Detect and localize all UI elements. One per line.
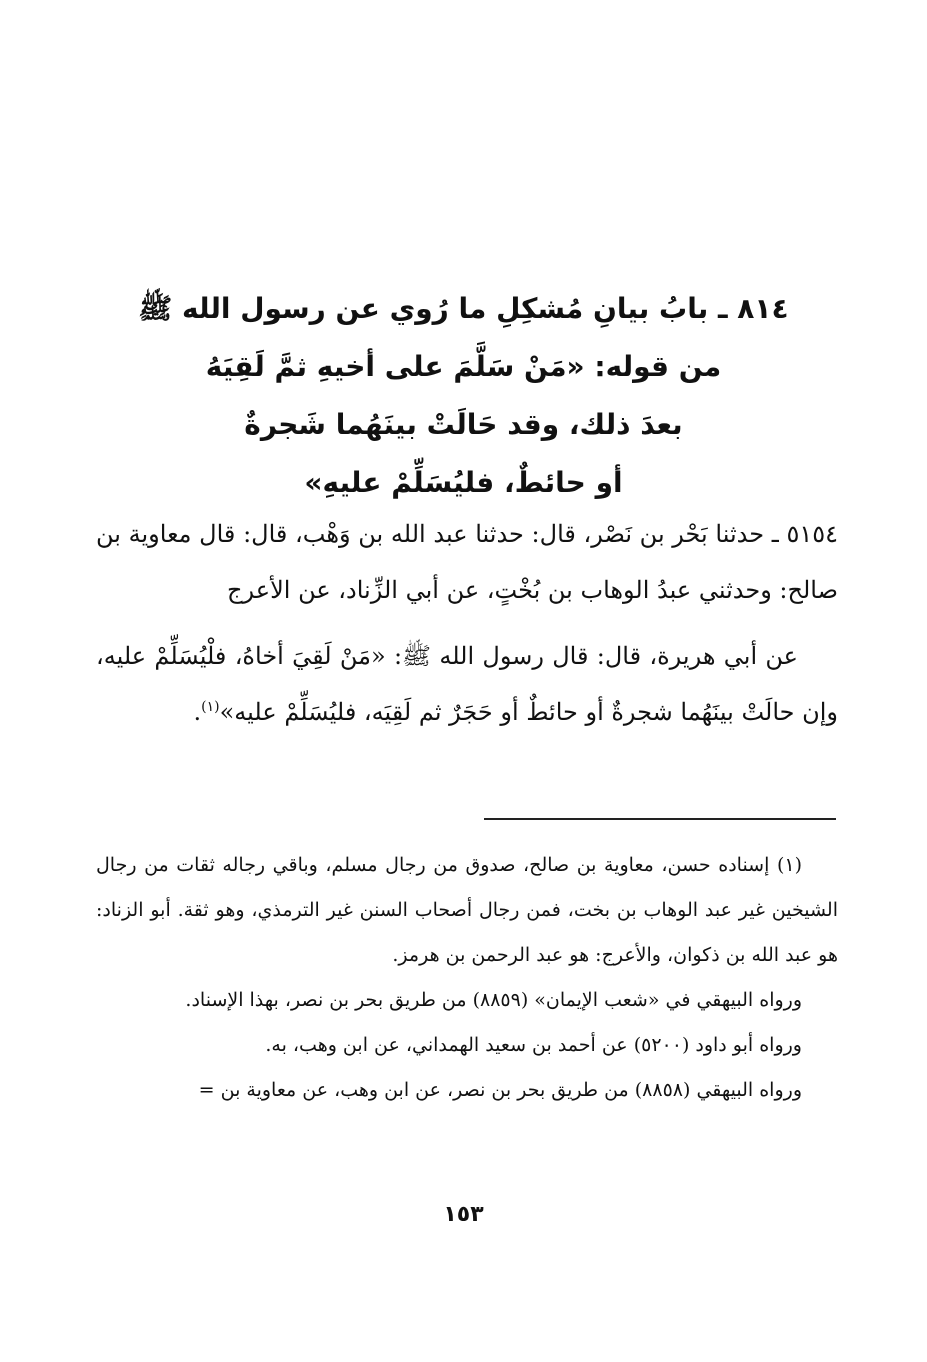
footnote-reference[interactable]: (١) xyxy=(201,699,220,715)
end-mark: . xyxy=(193,698,202,726)
chapter-heading-line: بعدَ ذلك، وقد حَالَتْ بينَهُما شَجرةٌ xyxy=(244,408,683,441)
chapter-heading-line: ٨١٤ ـ بابُ بيانِ مُشكِلِ ما رُوي عن رسول الله ﷺ xyxy=(138,292,789,325)
footnote-separator xyxy=(484,818,836,820)
footnotes xyxy=(96,843,838,1113)
hadith-text xyxy=(96,506,838,740)
hadith-matn-paragraph xyxy=(96,628,838,740)
footnote-paragraph: ورواه البيهقي (٨٨٥٨) من طريق بحر بن نصر، عن ابن وهب، عن معاوية بن = xyxy=(198,1079,802,1101)
chapter-heading-line: أو حائطٌ، فليُسَلِّمْ عليهِ» xyxy=(304,466,623,499)
footnote-paragraph: ورواه أبو داود (٥٢٠٠) عن أحمد بن سعيد الهمداني، عن ابن وهب، به. xyxy=(265,1034,802,1056)
footnote-paragraph: (١) إسناده حسن، معاوية بن صالح، صدوق من رجال مسلم، وباقي رجاله ثقات من رجال الشيخين غير عبد الوهاب بن بخت، فمن رجال أصحاب السنن غير الترمذي، وهو ثقة. أبو الزناد: هو عبد الله بن ذكوان، والأعرج: هو عبد الرحمن بن هرمز. xyxy=(96,854,838,966)
chapter-heading xyxy=(100,280,827,512)
page-number: ١٥٣ xyxy=(443,1202,484,1227)
hadith-isnad: ٥١٥٤ ـ حدثنا بَحْر بن نَصْر، قال: حدثنا عبد الله بن وَهْب، قال: قال معاوية بن صالح: وحدثني عبدُ الوهاب بن بُخْتٍ، عن أبي الزِّناد، عن الأعرج xyxy=(96,520,838,604)
footnote-paragraph: ورواه البيهقي في «شعب الإيمان» (٨٨٥٩) من طريق بحر بن نصر، بهذا الإسناد. xyxy=(185,989,802,1011)
chapter-heading-line: من قوله: «مَنْ سَلَّمَ على أخيهِ ثمَّ لَقِيَهُ xyxy=(205,350,722,383)
hadith-matn: عن أبي هريرة، قال: قال رسول الله ﷺ: «مَنْ لَقِيَ أخاهُ، فلْيُسَلِّمْ عليه، وإن حالَتْ بينَهُما شجرةٌ أو حائطٌ أو حَجَرٌ ثم لَقِيَه، فليُسَلِّمْ عليه» xyxy=(96,642,838,726)
